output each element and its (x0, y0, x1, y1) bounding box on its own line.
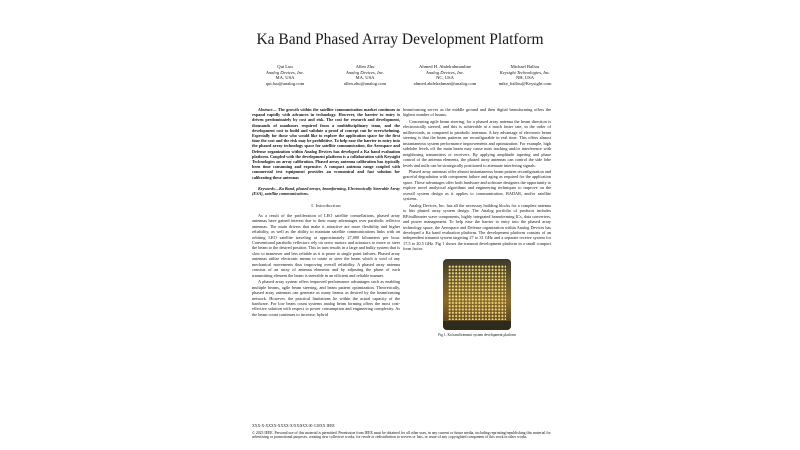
author-name: Michael Ballou (510, 64, 540, 69)
author-email: qui.luu@analog.com (265, 80, 305, 86)
keywords: Keywords—Ka Band, phased arrays, beamforming, Electronically Steerable Array (ESA), satellite communications. (252, 185, 400, 197)
author-location: MA, USA (355, 75, 375, 81)
figure-caption: Fig 1. Ka band transmit system development platform (438, 332, 516, 337)
author-email: allen.zhu@analog.com (343, 80, 387, 86)
paragraph: Analog Devices, Inc. has all the necessary building blocks for a complete antenna to bits phased array system design. The Analog portfolio of products includes RF/millimeter wave components, highly integrated beamforming ICs, data converters, and power management. To help ease the barrier to entry into the phased array technology space, the Aerospace and Defense organization within Analog Devices has developed a Ka band evaluation platform. The development platform consists of an independent transmit system targeting 27 to 31 GHz and a separate receive system for 17.5 to 20.5 GHz. Fig 1 shows the transmit development platform in a small compact form factor. (403, 202, 551, 252)
author-location: NC, USA (436, 75, 454, 81)
author-3 (410, 64, 480, 86)
page-footer (252, 424, 552, 440)
author-location: NH, USA (515, 75, 535, 81)
footer-copyright: © 2023 IEEE. Personal use of this material is permitted. Permission from IEEE must be obtained for all other uses, in any current or future media, including reprinting/republishing this material for advertising or promotional purposes, creating new collective works, for resale or redistribution to servers or lists, or reuse of any copyrighted component of this work in other works. (252, 430, 551, 440)
paragraph: beamforming serves as the middle ground and then digital beamforming offers the highest number of beams. (403, 107, 551, 118)
paragraph: As a result of the proliferation of LEO satellite constellations, phased array antennas have gained interest due to their many advantages over parabolic reflector antennas. The main drivers that make it attractive are more flexibility and higher reliability, as well as the ability to maintain satellite communications links with an orbiting LEO satellite traveling at approximately 27,000 kilometers per hour. Conventional parabolic reflectors rely on servo motors and actuators to move or steer the beam to the desired position. This in turn results in a large and bulky system that is slow to maneuver and less reliable as it is prone to single point failures. Phased array antennas utilize electronic means to rotate or steer the beam which is void of any mechanical movements thus improving overall reliability. A phased array antenna consists of an array of antenna elements and by adjusting the phase of each transmitting element the beam is steerable in an efficient and reliable manner. (252, 212, 400, 278)
author-location: MA, USA (275, 75, 295, 81)
author-block (250, 64, 560, 86)
paper-title: Ka Band Phased Array Development Platform (256, 31, 544, 48)
footer-code: XXX-X-XXXX-XXXX-X/XX/$XX.00 ©20XX IEEE (252, 424, 335, 428)
paragraph: Phased array antennas offer almost instantaneous beam pattern reconfiguration and graceful degradation with component failure and aging as required for the application space. These advantages offer both hardware and software designers the opportunity to explore novel analytical algorithms and engineering techniques to improve on the overall system design as it applies to communication, RADAR, and/or satellite systems. (403, 168, 551, 202)
author-1 (250, 64, 320, 86)
author-email: mike_ballou@Keysight.com (498, 80, 552, 86)
author-affiliation: Analog Devices, Inc. (425, 69, 465, 75)
abstract-text: — The growth within the satellite communication market continues to expand rapidly with advances in technology. However, the barrier to entry is driven predominately by cost and risk. The cost for research and development, thousands of manhours required from a multidisciplinary team, and the development cost to build and validate a proof of concept can be overwhelming. Especially for those who would like to explore the application space for the first time the cost and the risk may be prohibitive. To help ease the barrier to entry into the phased array technology space for satellite communication, the Aerospace and Defense organization within Analog Devices has developed a Ka band evaluation platform. Coupled with the development platform is a collaboration with Keysight Technologies on array calibration. Phased array antenna calibration has typically been time consuming and expensive. A compact antenna range coupled with commercial test equipment provides an economical and fast solution for calibrating these antennas (252, 107, 400, 180)
author-affiliation: Keysight Technologies, Inc. (499, 69, 551, 75)
author-4 (490, 64, 560, 86)
author-email: ahmed.abdelrahman@analog.com (413, 80, 477, 86)
author-name: Allen Zhu (355, 64, 375, 69)
section-heading-introduction: I. Introduction (311, 203, 341, 209)
figure-platform-photo (443, 259, 511, 330)
right-column (403, 107, 551, 338)
paragraph: Concerning agile beam steering, for a phased array antenna the beam direction is electronically steered, and this is achievable at a much faster rate, in the order of milliseconds, as compared to parabolic antennas. A key advantage of electronic beam steering is that the beam patterns are reconfigurable in real time. This offers almost instantaneous system performance improvements and optimization. For example, high sidelobe levels off the main beam may cause miss tracking and/or interference with neighboring transmitters or receivers. By applying amplitude tapering and phase control of the antenna elements, the phased array antennas can control the side lobe levels and nulls can be strategically positioned to attenuate interfering signals. (403, 118, 551, 168)
paragraph: A phased array system offers improved performance advantages such as enabling multiple beams, agile beam steering, and beam pattern optimization. Theoretically, phased array antennas can generate as many beams as desired by the beamforming network. However, the practical limitations lie within the actual capacity of the hardware. For low beam count systems analog beam forming offers the most cost-effective solution with respect to power consumption and engineering complexity. As the beam count continues to increase, hybrid (252, 279, 400, 317)
author-2 (330, 64, 400, 86)
author-affiliation: Analog Devices, Inc. (265, 69, 305, 75)
author-name: Qui Luu (277, 64, 293, 69)
abstract-label: Abstract (258, 107, 273, 112)
left-column (252, 107, 400, 317)
abstract (252, 107, 400, 180)
author-name: Ahmed H. Abdelrahmanline (419, 64, 471, 69)
author-affiliation: Analog Devices, Inc. (345, 69, 385, 75)
